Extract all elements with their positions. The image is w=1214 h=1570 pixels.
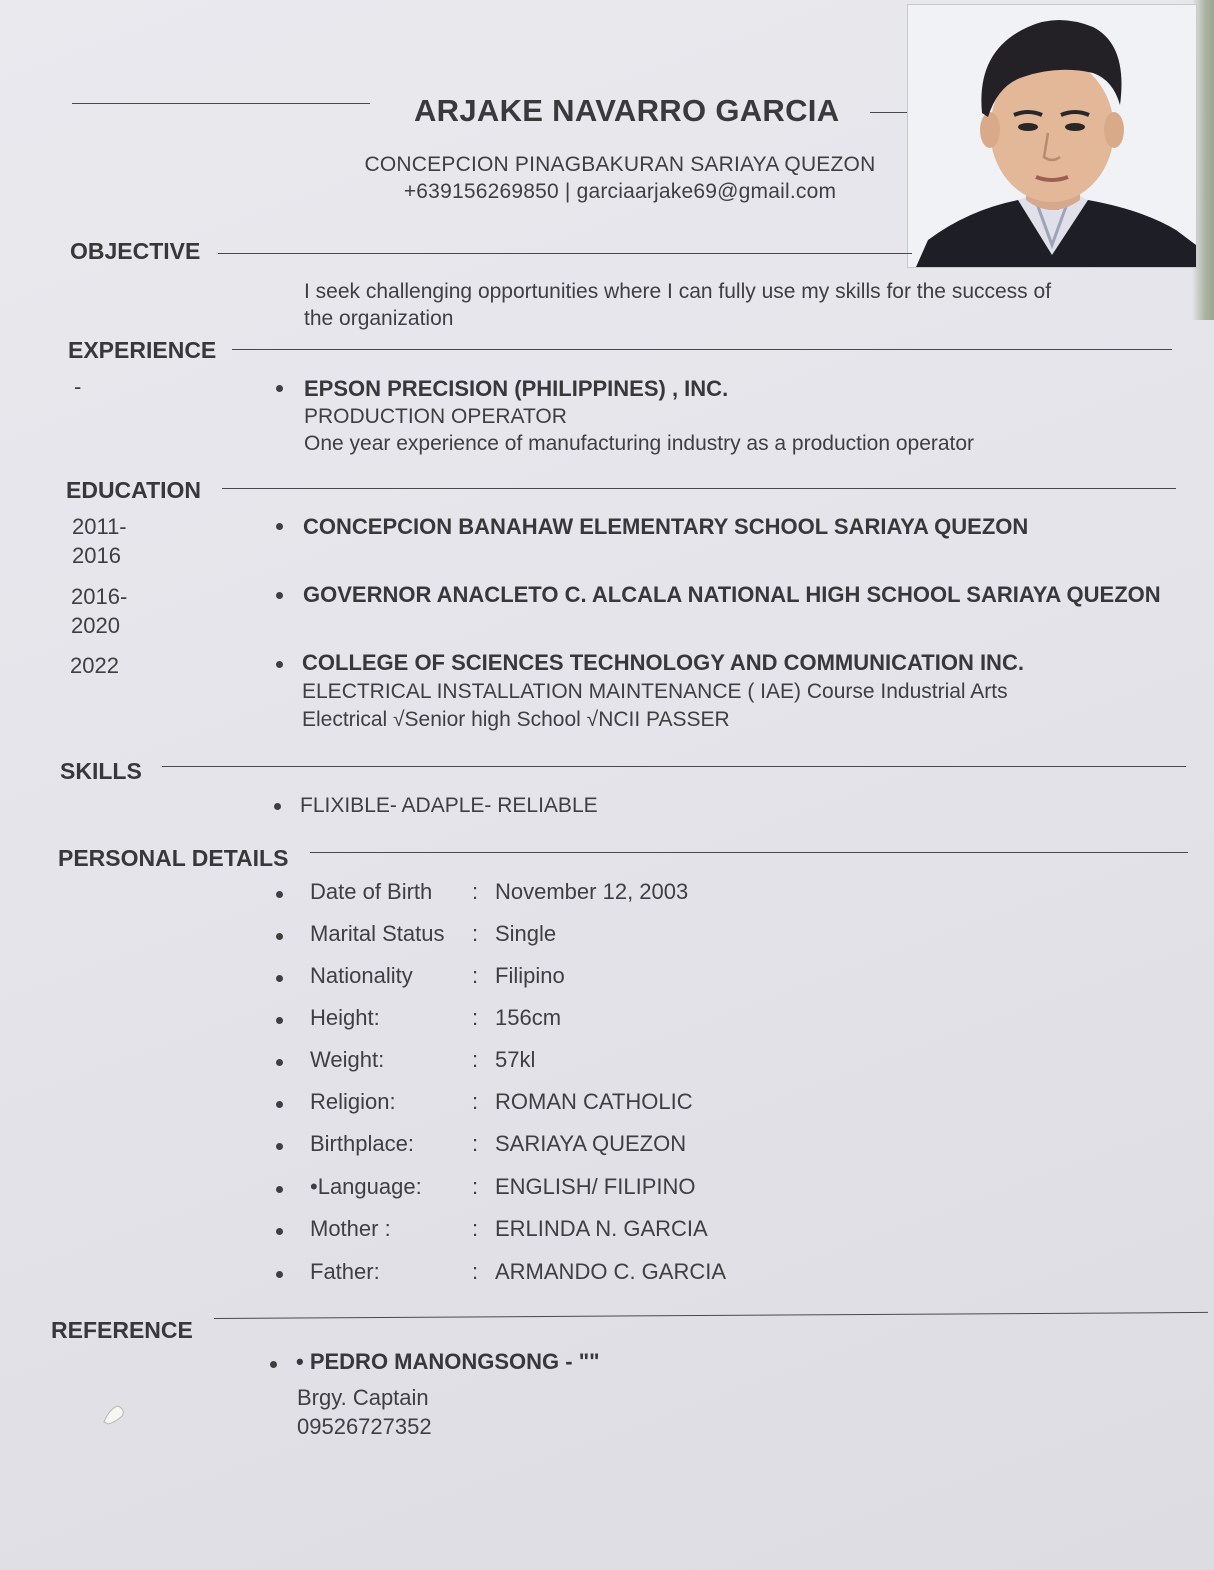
education-school: COLLEGE OF SCIENCES TECHNOLOGY AND COMMUNICATION INC.	[302, 650, 1024, 675]
detail-bullet	[276, 1017, 283, 1024]
education-bullet	[276, 592, 283, 599]
detail-value: ERLINDA N. GARCIA	[495, 1216, 708, 1241]
detail-value: ROMAN CATHOLIC	[495, 1089, 693, 1114]
detail-bullet	[276, 1143, 283, 1150]
skills-bullet	[274, 803, 281, 810]
reference-name: • PEDRO MANONGSONG - ""	[296, 1349, 600, 1374]
experience-heading: EXPERIENCE	[68, 337, 217, 363]
education-heading: EDUCATION	[66, 477, 202, 503]
objective-text-line2: the organization	[304, 307, 454, 330]
detail-value: ARMANDO C. GARCIA	[495, 1259, 727, 1284]
reference-phone: 09526727352	[297, 1414, 432, 1439]
experience-bullet	[276, 385, 283, 392]
education-detail-line2: Electrical √Senior high School √NCII PASSER	[302, 708, 730, 731]
detail-label: Date of Birth	[310, 879, 433, 904]
detail-bullet	[276, 933, 283, 940]
detail-colon: :	[472, 1131, 479, 1156]
skills-item: FLIXIBLE- ADAPLE- RELIABLE	[300, 794, 598, 817]
experience-company: EPSON PRECISION (PHILIPPINES) , INC.	[304, 376, 729, 401]
personal-details-rule	[310, 852, 1188, 853]
detail-label: Nationality	[310, 963, 413, 988]
objective-text-line1: I seek challenging opportunities where I can fully use my skills for the success of	[304, 280, 1052, 303]
detail-value: 57kl	[495, 1047, 536, 1072]
education-detail-line1: ELECTRICAL INSTALLATION MAINTENANCE ( IAE) Course Industrial Arts	[302, 680, 1008, 703]
detail-value: 156cm	[495, 1005, 562, 1030]
experience-position: PRODUCTION OPERATOR	[304, 405, 567, 428]
header-rule-left	[72, 103, 370, 104]
detail-bullet	[276, 1271, 283, 1278]
education-year-end: 2020	[71, 613, 120, 638]
detail-value: ENGLISH/ FILIPINO	[495, 1174, 696, 1199]
reference-rule	[214, 1312, 1208, 1319]
education-year-start: 2016-	[71, 584, 128, 609]
detail-colon: :	[472, 1005, 479, 1030]
detail-colon: :	[472, 1047, 479, 1072]
address: CONCEPCION PINAGBAKURAN SARIAYA QUEZON	[364, 153, 876, 176]
detail-bullet	[276, 1186, 283, 1193]
detail-bullet	[276, 975, 283, 982]
personal-details-heading: PERSONAL DETAILS	[58, 845, 289, 871]
education-rule	[222, 488, 1176, 489]
detail-bullet	[276, 891, 283, 898]
detail-colon: :	[472, 879, 479, 904]
reference-bullet	[270, 1361, 277, 1368]
detail-colon: :	[472, 921, 479, 946]
portrait-image	[908, 5, 1196, 267]
paper-smudge	[100, 1402, 130, 1426]
detail-label: Mother :	[310, 1216, 391, 1241]
detail-colon: :	[472, 1216, 479, 1241]
detail-bullet	[276, 1101, 283, 1108]
education-bullet	[276, 661, 283, 668]
reference-title: Brgy. Captain	[297, 1385, 429, 1410]
skills-rule	[162, 766, 1186, 767]
experience-date: -	[74, 374, 82, 399]
education-year-start: 2011-	[72, 514, 127, 539]
phone-email: +639156269850 | garciaarjake69@gmail.com	[403, 180, 837, 203]
detail-label: Height:	[310, 1005, 380, 1030]
detail-label: Weight:	[310, 1047, 385, 1072]
education-year: 2022	[70, 653, 119, 678]
experience-description: One year experience of manufacturing industry as a production operator	[304, 432, 975, 455]
detail-label: •Language:	[310, 1174, 422, 1199]
detail-colon: :	[472, 1174, 479, 1199]
detail-value: Single	[495, 921, 557, 946]
detail-value: November 12, 2003	[495, 879, 689, 904]
detail-value: SARIAYA QUEZON	[495, 1131, 687, 1156]
education-school: GOVERNOR ANACLETO C. ALCALA NATIONAL HIGH SCHOOL SARIAYA QUEZON	[303, 582, 1161, 607]
detail-value: Filipino	[495, 963, 565, 988]
header-rule-right	[870, 112, 910, 113]
detail-bullet	[276, 1059, 283, 1066]
detail-label: Birthplace:	[310, 1131, 414, 1156]
detail-colon: :	[472, 1089, 479, 1114]
experience-rule	[232, 349, 1172, 350]
profile-photo	[907, 4, 1197, 268]
detail-label: Marital Status	[310, 921, 445, 946]
reference-heading: REFERENCE	[51, 1317, 193, 1343]
detail-colon: :	[472, 1259, 479, 1284]
detail-label: Father:	[310, 1259, 380, 1284]
objective-heading: OBJECTIVE	[70, 238, 201, 264]
education-year-end: 2016	[72, 543, 121, 568]
objective-rule	[218, 253, 912, 254]
education-school: CONCEPCION BANAHAW ELEMENTARY SCHOOL SARIAYA QUEZON	[303, 514, 1029, 539]
detail-bullet	[276, 1228, 283, 1235]
education-bullet	[276, 523, 283, 530]
skills-heading: SKILLS	[60, 758, 142, 784]
detail-colon: :	[472, 963, 479, 988]
applicant-name: ARJAKE NAVARRO GARCIA	[414, 93, 840, 128]
detail-label: Religion:	[310, 1089, 396, 1114]
